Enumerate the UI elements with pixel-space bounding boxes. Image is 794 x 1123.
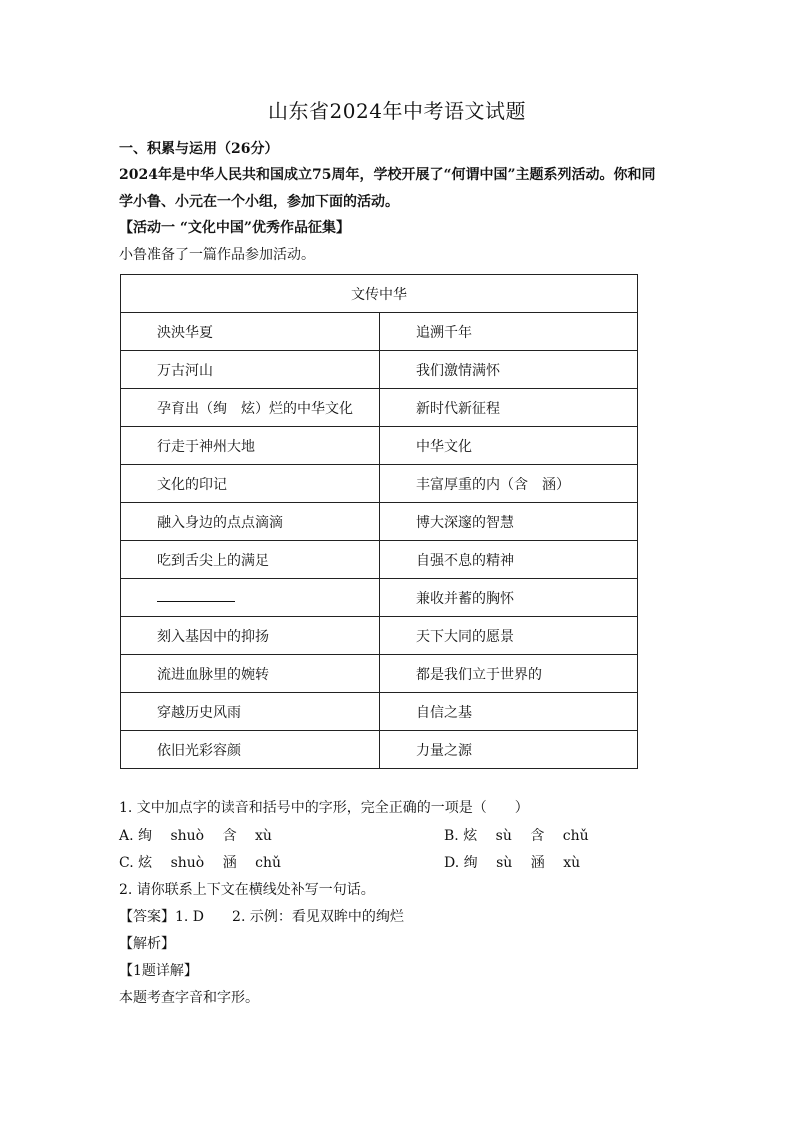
poem-cell-right: 力量之源 [380, 731, 638, 769]
poem-cell-right: 自强不息的精神 [380, 541, 638, 579]
option-b-char1: B. 炫 [444, 828, 478, 844]
poem-row [121, 693, 638, 731]
option-d-char2: 涵 [530, 855, 545, 871]
option-d-char1: D. 绚 [444, 855, 478, 871]
option-b-pinyin1: sù [495, 828, 512, 844]
option-c-pinyin1: shuò [170, 855, 205, 871]
poem-cell-right: 兼收并蓄的胸怀 [380, 579, 638, 617]
detail-text: 本题考查字音和字形。 [119, 990, 259, 1006]
poem-cell-right: 我们激情满怀 [380, 351, 638, 389]
poem-cell-left: 吃到舌尖上的满足 [121, 541, 380, 579]
fill-in-blank-line [157, 593, 235, 602]
option-a-char1: A. 绚 [119, 828, 153, 844]
intro-line-1: 2024年是中华人民共和国成立75周年，学校开展了“何谓中国”主题系列活动。你和同 [119, 167, 656, 183]
question-2: 2. 请你联系上下文在横线处补写一句话。 [119, 882, 375, 898]
poem-cell-right: 中华文化 [380, 427, 638, 465]
poem-table [120, 274, 638, 769]
poem-cell-right: 追溯千年 [380, 313, 638, 351]
poem-row [121, 465, 638, 503]
activity-description: 小鲁准备了一篇作品参加活动。 [119, 247, 315, 263]
poem-cell-left: 文化的印记 [121, 465, 380, 503]
poem-cell-left: 行走于神州大地 [121, 427, 380, 465]
poem-row [121, 389, 638, 427]
option-a-char2: 含 [222, 828, 237, 844]
poem-cell-left: 万古河山 [121, 351, 380, 389]
poem-title: 文传中华 [121, 275, 638, 313]
option-b [444, 826, 589, 846]
poem-cell-left: 孕育出（绚 炫）烂的中华文化 [121, 389, 380, 427]
poem-row [121, 617, 638, 655]
poem-cell-left: 流进血脉里的婉转 [121, 655, 380, 693]
poem-row [121, 541, 638, 579]
option-d-pinyin2: xù [563, 855, 581, 871]
poem-cell-right: 自信之基 [380, 693, 638, 731]
poem-cell-left: 泱泱华夏 [121, 313, 380, 351]
page-title: 山东省2024年中考语文试题 [268, 99, 526, 123]
poem-header-row [121, 275, 638, 313]
poem-row [121, 655, 638, 693]
question-1: 1. 文中加点字的读音和括号中的字形，完全正确的一项是（ ） [119, 800, 529, 816]
option-c-char2: 涵 [222, 855, 237, 871]
poem-row [121, 579, 638, 617]
option-c-pinyin2: chǔ [255, 855, 282, 871]
option-b-pinyin2: chǔ [562, 828, 589, 844]
option-a-pinyin1: shuò [170, 828, 205, 844]
poem-cell-right: 新时代新征程 [380, 389, 638, 427]
poem-cell-left: 融入身边的点点滴滴 [121, 503, 380, 541]
poem-cell-right: 都是我们立于世界的 [380, 655, 638, 693]
poem-row [121, 731, 638, 769]
answer-line: 【答案】1. D 2. 示例：看见双眸中的绚烂 [119, 909, 404, 925]
poem-row [121, 427, 638, 465]
section-heading: 一、积累与运用（26分） [119, 141, 279, 157]
option-a-pinyin2: xù [255, 828, 272, 844]
poem-cell-left: 依旧光彩容颜 [121, 731, 380, 769]
poem-row [121, 503, 638, 541]
poem-cell-left: 穿越历史风雨 [121, 693, 380, 731]
option-a [119, 826, 272, 846]
option-d [444, 853, 580, 873]
poem-blank-cell [121, 579, 380, 617]
option-b-char2: 含 [530, 828, 545, 844]
poem-cell-right: 天下大同的愿景 [380, 617, 638, 655]
intro-line-2: 学小鲁、小元在一个小组，参加下面的活动。 [119, 194, 399, 210]
option-c-char1: C. 炫 [119, 855, 153, 871]
poem-row [121, 351, 638, 389]
q1-detail-label: 【1题详解】 [119, 963, 198, 979]
option-c [119, 853, 281, 873]
poem-cell-right: 丰富厚重的内（含 涵） [380, 465, 638, 503]
poem-row [121, 313, 638, 351]
option-d-pinyin1: sù [496, 855, 513, 871]
poem-cell-left: 刻入基因中的抑扬 [121, 617, 380, 655]
activity-title: 【活动一 “文化中国”优秀作品征集】 [119, 220, 350, 236]
analysis-label: 【解析】 [119, 936, 175, 952]
poem-cell-right: 博大深邃的智慧 [380, 503, 638, 541]
